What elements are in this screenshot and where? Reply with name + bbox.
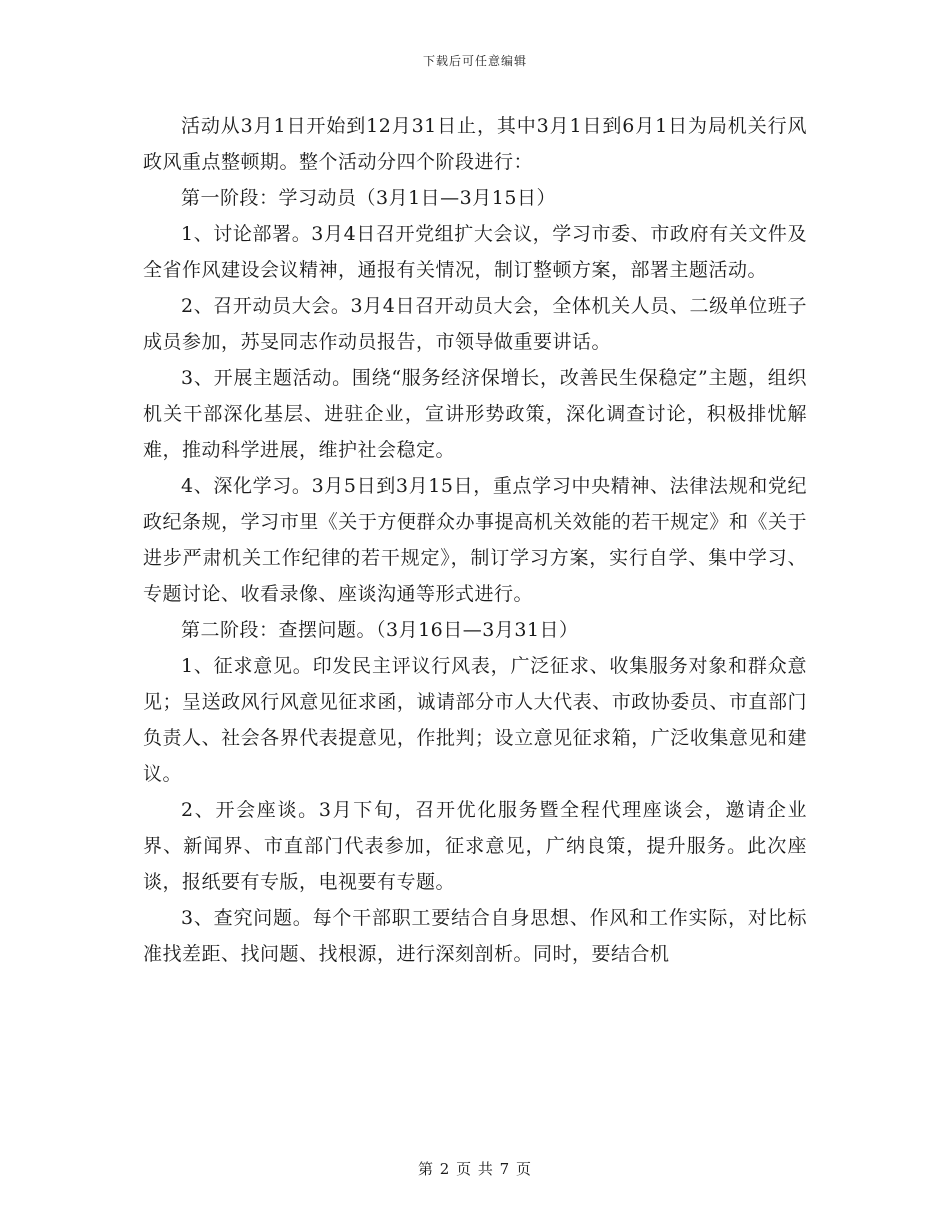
paragraph-stage-one-item-2: 2、召开动员大会。3月4日召开动员大会，全体机关人员、二级单位班子成员参加，苏旻同志作动员报告，市领导做重要讲话。	[143, 295, 807, 353]
paragraph-stage-two-item-2: 2、开会座谈。3月下旬，召开优化服务暨全程代理座谈会，邀请企业界、新闻界、市直部门代表参加，征求意见，广纳良策，提升服务。此次座谈，报纸要有专版，电视要有专题。	[143, 799, 807, 893]
paragraph-stage-one-item-4: 4、深化学习。3月5日到3月15日，重点学习中央精神、法律法规和党纪政纪条规，学习市里《关于方便群众办事提高机关效能的若干规定》和《关于进步严肃机关工作纪律的若干规定》，制订学习方案，实行自学、集中学习、专题讨论、收看录像、座谈沟通等形式进行。	[143, 475, 807, 605]
document-body	[143, 108, 807, 972]
heading-stage-one: 第一阶段：学习动员（3月1日—3月15日）	[181, 187, 556, 209]
page-number: 第 2 页 共 7 页	[418, 1160, 532, 1178]
paragraph-stage-one-item-1: 1、讨论部署。3月4日召开党组扩大会议，学习市委、市政府有关文件及全省作风建设会议精神，通报有关情况，制订整顿方案，部署主题活动。	[143, 223, 807, 281]
header-note: 下载后可任意编辑	[422, 54, 527, 68]
heading-stage-two: 第二阶段：查摆问题。（3月16日—3月31日）	[181, 619, 579, 641]
paragraph-stage-two-item-3: 3、查究问题。每个干部职工要结合自身思想、作风和工作实际，对比标准找差距、找问题、找根源，进行深刻剖析。同时，要结合机	[143, 907, 807, 965]
paragraph-intro: 活动从3月1日开始到12月31日止，其中3月1日到6月1日为局机关行风政风重点整顿期。整个活动分四个阶段进行：	[143, 115, 807, 173]
paragraph-stage-two-item-1: 1、征求意见。印发民主评议行风表，广泛征求、收集服务对象和群众意见；呈送政风行风意见征求函，诚请部分市人大代表、市政协委员、市直部门负责人、社会各界代表提意见，作批判；设立意见征求箱，广泛收集意见和建议。	[143, 655, 807, 785]
paragraph-stage-one-item-3: 3、开展主题活动。围绕“服务经济保增长，改善民生保稳定”主题，组织机关干部深化基层、进驻企业，宣讲形势政策，深化调查讨论，积极排忧解难，推动科学进展，维护社会稳定。	[143, 367, 807, 461]
